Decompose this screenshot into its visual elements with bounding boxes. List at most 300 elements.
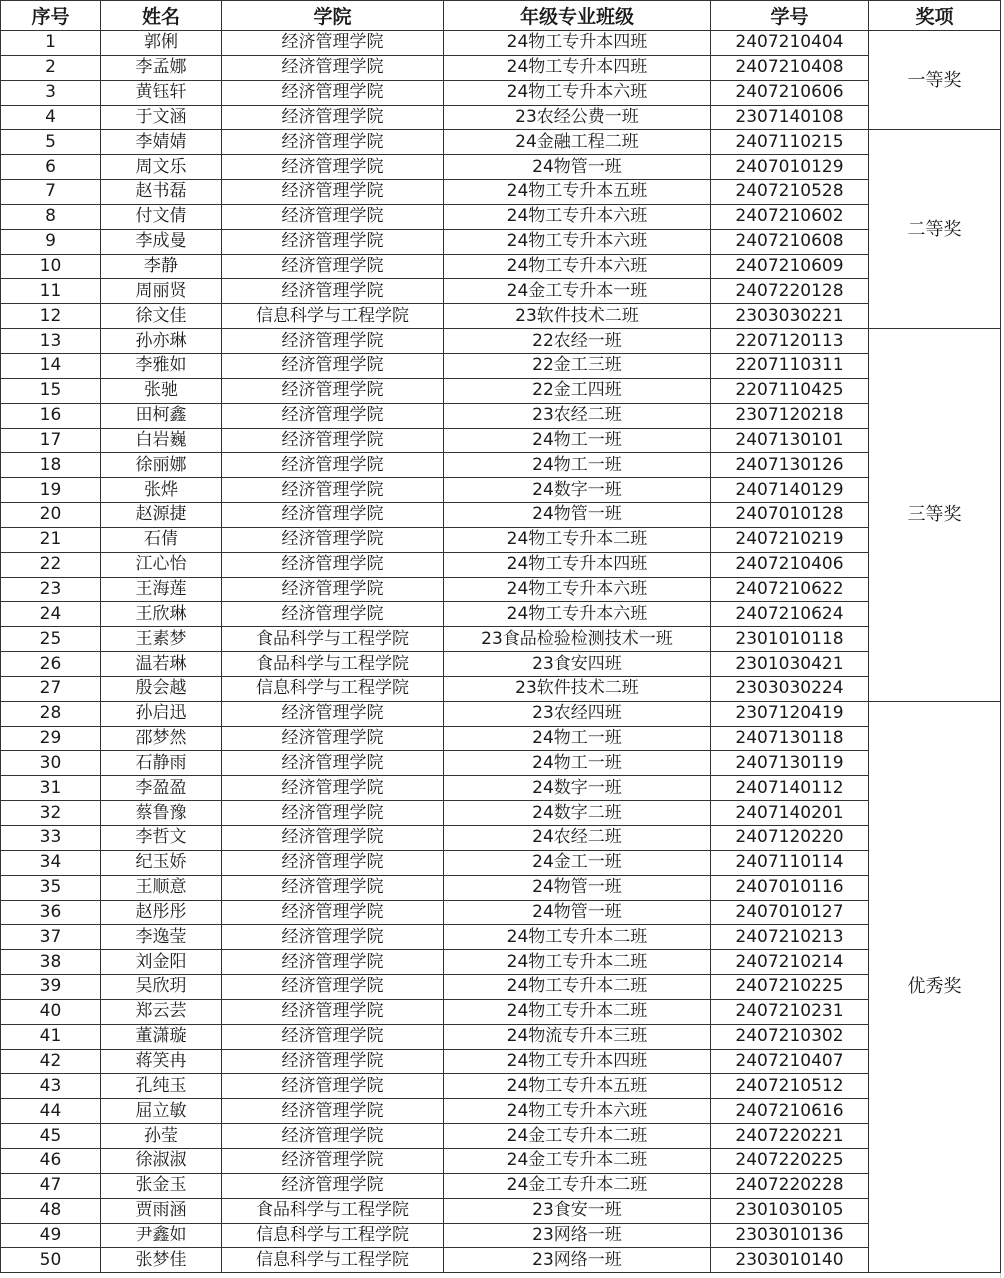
cell-no[interactable]: 25 [1, 627, 101, 652]
cell-no[interactable]: 47 [1, 1173, 101, 1198]
cell-no[interactable]: 4 [1, 105, 101, 130]
table-row [1, 850, 1001, 875]
cell-student-id[interactable]: 2407110215 [711, 130, 869, 155]
cell-college[interactable]: 经济管理学院 [222, 527, 444, 552]
cell-name[interactable]: 于文涵 [101, 105, 222, 130]
cell-class[interactable]: 24物工专升本四班 [444, 31, 711, 56]
cell-student-id[interactable]: 2407130126 [711, 453, 869, 478]
cell-college[interactable]: 经济管理学院 [222, 279, 444, 304]
cell-name[interactable]: 徐文佳 [101, 304, 222, 329]
cell-no[interactable]: 38 [1, 950, 101, 975]
table-row [1, 652, 1001, 677]
cell-no[interactable]: 50 [1, 1248, 101, 1273]
cell-no[interactable]: 6 [1, 155, 101, 180]
cell-college[interactable]: 经济管理学院 [222, 776, 444, 801]
table-row [1, 254, 1001, 279]
cell-name[interactable]: 江心怡 [101, 552, 222, 577]
table-row [1, 1024, 1001, 1049]
cell-name[interactable]: 孙启迅 [101, 701, 222, 726]
table-row [1, 776, 1001, 801]
table-row [1, 31, 1001, 56]
cell-student-id[interactable]: 2307140108 [711, 105, 869, 130]
cell-college[interactable]: 信息科学与工程学院 [222, 304, 444, 329]
cell-no[interactable]: 9 [1, 229, 101, 254]
cell-no[interactable]: 27 [1, 676, 101, 701]
cell-college[interactable]: 经济管理学院 [222, 204, 444, 229]
cell-no[interactable]: 7 [1, 180, 101, 205]
cell-name[interactable]: 屈立敏 [101, 1099, 222, 1124]
cell-no[interactable]: 29 [1, 726, 101, 751]
cell-class[interactable]: 23农经二班 [444, 403, 711, 428]
table-row [1, 975, 1001, 1000]
cell-name[interactable]: 王海莲 [101, 577, 222, 602]
cell-name[interactable]: 赵书磊 [101, 180, 222, 205]
cell-student-id[interactable]: 2407210512 [711, 1074, 869, 1099]
cell-college[interactable]: 食品科学与工程学院 [222, 627, 444, 652]
header-cell-class[interactable]: 年级专业班级 [444, 1, 711, 31]
cell-class[interactable]: 24数字一班 [444, 478, 711, 503]
cell-no[interactable]: 44 [1, 1099, 101, 1124]
cell-college[interactable]: 经济管理学院 [222, 31, 444, 56]
cell-student-id[interactable]: 2407210616 [711, 1099, 869, 1124]
table-row [1, 1173, 1001, 1198]
header-cell-name[interactable]: 姓名 [101, 1, 222, 31]
cell-name[interactable]: 白岩巍 [101, 428, 222, 453]
cell-no[interactable]: 19 [1, 478, 101, 503]
cell-no[interactable]: 35 [1, 875, 101, 900]
cell-student-id[interactable]: 2407210214 [711, 950, 869, 975]
cell-class[interactable]: 24物工专升本六班 [444, 602, 711, 627]
cell-student-id[interactable]: 2303030221 [711, 304, 869, 329]
cell-name[interactable]: 付文倩 [101, 204, 222, 229]
cell-class[interactable]: 24物管一班 [444, 875, 711, 900]
cell-student-id[interactable]: 2407210622 [711, 577, 869, 602]
cell-name[interactable]: 赵源捷 [101, 503, 222, 528]
cell-college[interactable]: 经济管理学院 [222, 1099, 444, 1124]
cell-student-id[interactable]: 2407210606 [711, 80, 869, 105]
table-row [1, 403, 1001, 428]
cell-student-id[interactable]: 2407210225 [711, 975, 869, 1000]
cell-student-id[interactable]: 2407140112 [711, 776, 869, 801]
cell-name[interactable]: 王欣琳 [101, 602, 222, 627]
cell-class[interactable]: 24物工专升本五班 [444, 1074, 711, 1099]
cell-college[interactable]: 经济管理学院 [222, 950, 444, 975]
cell-college[interactable]: 经济管理学院 [222, 80, 444, 105]
cell-no[interactable]: 14 [1, 353, 101, 378]
cell-student-id[interactable]: 2301010118 [711, 627, 869, 652]
cell-college[interactable]: 经济管理学院 [222, 552, 444, 577]
cell-student-id[interactable]: 2307120218 [711, 403, 869, 428]
cell-class[interactable]: 23农经公费一班 [444, 105, 711, 130]
cell-award[interactable]: 三等奖 [869, 329, 1001, 702]
cell-class[interactable]: 24金工专升本二班 [444, 1148, 711, 1173]
cell-no[interactable]: 10 [1, 254, 101, 279]
cell-student-id[interactable]: 2407210213 [711, 925, 869, 950]
cell-college[interactable]: 经济管理学院 [222, 577, 444, 602]
cell-student-id[interactable]: 2407220221 [711, 1124, 869, 1149]
cell-name[interactable]: 李静 [101, 254, 222, 279]
table-row [1, 478, 1001, 503]
cell-no[interactable]: 42 [1, 1049, 101, 1074]
cell-class[interactable]: 24物工专升本五班 [444, 180, 711, 205]
cell-name[interactable]: 黄钰轩 [101, 80, 222, 105]
cell-name[interactable]: 李盈盈 [101, 776, 222, 801]
table-row [1, 826, 1001, 851]
cell-student-id[interactable]: 2407210302 [711, 1024, 869, 1049]
cell-class[interactable]: 23网络一班 [444, 1248, 711, 1273]
cell-college[interactable]: 信息科学与工程学院 [222, 1248, 444, 1273]
cell-no[interactable]: 30 [1, 751, 101, 776]
cell-college[interactable]: 经济管理学院 [222, 900, 444, 925]
cell-student-id[interactable]: 2407210608 [711, 229, 869, 254]
cell-student-id[interactable]: 2207120113 [711, 329, 869, 354]
table-row [1, 900, 1001, 925]
cell-no[interactable]: 43 [1, 1074, 101, 1099]
cell-no[interactable]: 24 [1, 602, 101, 627]
cell-college[interactable]: 信息科学与工程学院 [222, 1223, 444, 1248]
cell-college[interactable]: 经济管理学院 [222, 999, 444, 1024]
table-row [1, 1074, 1001, 1099]
table-row [1, 105, 1001, 130]
table-row [1, 751, 1001, 776]
cell-no[interactable]: 16 [1, 403, 101, 428]
cell-name[interactable]: 尹鑫如 [101, 1223, 222, 1248]
cell-name[interactable]: 李婧婧 [101, 130, 222, 155]
cell-no[interactable]: 33 [1, 826, 101, 851]
cell-name[interactable]: 吴欣玥 [101, 975, 222, 1000]
header-cell-student-id[interactable]: 学号 [711, 1, 869, 31]
cell-college[interactable]: 信息科学与工程学院 [222, 676, 444, 701]
table-row [1, 1198, 1001, 1223]
cell-college[interactable]: 经济管理学院 [222, 503, 444, 528]
cell-student-id[interactable]: 2407130119 [711, 751, 869, 776]
cell-no[interactable]: 36 [1, 900, 101, 925]
cell-student-id[interactable]: 2407140129 [711, 478, 869, 503]
cell-class[interactable]: 22金工四班 [444, 378, 711, 403]
cell-no[interactable]: 37 [1, 925, 101, 950]
cell-award[interactable]: 一等奖 [869, 31, 1001, 130]
cell-class[interactable]: 24物工专升本二班 [444, 999, 711, 1024]
cell-name[interactable]: 孙莹 [101, 1124, 222, 1149]
cell-class[interactable]: 24物工一班 [444, 751, 711, 776]
table-row [1, 279, 1001, 304]
table-row [1, 329, 1001, 354]
cell-no[interactable]: 31 [1, 776, 101, 801]
cell-college[interactable]: 经济管理学院 [222, 751, 444, 776]
cell-name[interactable]: 郑云芸 [101, 999, 222, 1024]
cell-class[interactable]: 24物工专升本六班 [444, 229, 711, 254]
table-row [1, 1049, 1001, 1074]
cell-no[interactable]: 26 [1, 652, 101, 677]
cell-name[interactable]: 徐淑淑 [101, 1148, 222, 1173]
cell-class[interactable]: 24物工专升本六班 [444, 204, 711, 229]
table-row [1, 1124, 1001, 1149]
cell-name[interactable]: 张金玉 [101, 1173, 222, 1198]
cell-class[interactable]: 24物管一班 [444, 503, 711, 528]
table-row [1, 353, 1001, 378]
cell-no[interactable]: 28 [1, 701, 101, 726]
cell-student-id[interactable]: 2207110425 [711, 378, 869, 403]
cell-student-id[interactable]: 2407130118 [711, 726, 869, 751]
cell-college[interactable]: 经济管理学院 [222, 353, 444, 378]
cell-student-id[interactable]: 2407010116 [711, 875, 869, 900]
cell-student-id[interactable]: 2301030105 [711, 1198, 869, 1223]
cell-no[interactable]: 17 [1, 428, 101, 453]
cell-class[interactable]: 22金工三班 [444, 353, 711, 378]
cell-student-id[interactable]: 2301030421 [711, 652, 869, 677]
cell-name[interactable]: 纪玉娇 [101, 850, 222, 875]
cell-class[interactable]: 24物工一班 [444, 428, 711, 453]
cell-college[interactable]: 经济管理学院 [222, 105, 444, 130]
header-row [1, 1, 1001, 31]
cell-name[interactable]: 张驰 [101, 378, 222, 403]
cell-college[interactable]: 经济管理学院 [222, 378, 444, 403]
cell-college[interactable]: 经济管理学院 [222, 1024, 444, 1049]
table-row [1, 180, 1001, 205]
cell-no[interactable]: 12 [1, 304, 101, 329]
cell-class[interactable]: 24金工专升本一班 [444, 279, 711, 304]
cell-college[interactable]: 经济管理学院 [222, 130, 444, 155]
cell-college[interactable]: 经济管理学院 [222, 1173, 444, 1198]
cell-college[interactable]: 经济管理学院 [222, 602, 444, 627]
cell-college[interactable]: 经济管理学院 [222, 726, 444, 751]
table-row [1, 229, 1001, 254]
table-row [1, 527, 1001, 552]
table-row [1, 204, 1001, 229]
cell-no[interactable]: 46 [1, 1148, 101, 1173]
table-row [1, 925, 1001, 950]
cell-name[interactable]: 李孟娜 [101, 55, 222, 80]
header-cell-award[interactable]: 奖项 [869, 1, 1001, 31]
table-row [1, 701, 1001, 726]
cell-college[interactable]: 经济管理学院 [222, 1148, 444, 1173]
cell-class[interactable]: 24物工专升本六班 [444, 577, 711, 602]
cell-student-id[interactable]: 2303010140 [711, 1248, 869, 1273]
cell-no[interactable]: 5 [1, 130, 101, 155]
table-row [1, 378, 1001, 403]
cell-name[interactable]: 赵彤彤 [101, 900, 222, 925]
cell-no[interactable]: 40 [1, 999, 101, 1024]
cell-class[interactable]: 24物工一班 [444, 726, 711, 751]
cell-class[interactable]: 24数字一班 [444, 776, 711, 801]
cell-college[interactable]: 经济管理学院 [222, 180, 444, 205]
cell-no[interactable]: 49 [1, 1223, 101, 1248]
cell-student-id[interactable]: 2303010136 [711, 1223, 869, 1248]
cell-class[interactable]: 24农经二班 [444, 826, 711, 851]
cell-student-id[interactable]: 2407010127 [711, 900, 869, 925]
cell-class[interactable]: 23食安一班 [444, 1198, 711, 1223]
cell-no[interactable]: 23 [1, 577, 101, 602]
cell-name[interactable]: 张梦佳 [101, 1248, 222, 1273]
header-cell-no[interactable]: 序号 [1, 1, 101, 31]
cell-class[interactable]: 24物工一班 [444, 453, 711, 478]
cell-class[interactable]: 24物管一班 [444, 900, 711, 925]
cell-no[interactable]: 48 [1, 1198, 101, 1223]
cell-class[interactable]: 24金工专升本二班 [444, 1124, 711, 1149]
cell-class[interactable]: 24物工专升本六班 [444, 80, 711, 105]
cell-no[interactable]: 18 [1, 453, 101, 478]
cell-no[interactable]: 34 [1, 850, 101, 875]
cell-class[interactable]: 23网络一班 [444, 1223, 711, 1248]
cell-no[interactable]: 41 [1, 1024, 101, 1049]
cell-college[interactable]: 经济管理学院 [222, 403, 444, 428]
cell-name[interactable]: 李逸莹 [101, 925, 222, 950]
cell-no[interactable]: 20 [1, 503, 101, 528]
cell-college[interactable]: 经济管理学院 [222, 329, 444, 354]
cell-student-id[interactable]: 2407210231 [711, 999, 869, 1024]
cell-award[interactable]: 二等奖 [869, 130, 1001, 329]
cell-name[interactable]: 石静雨 [101, 751, 222, 776]
cell-class[interactable]: 24金工一班 [444, 850, 711, 875]
table-row [1, 130, 1001, 155]
cell-college[interactable]: 经济管理学院 [222, 975, 444, 1000]
cell-student-id[interactable]: 2407010128 [711, 503, 869, 528]
cell-name[interactable]: 孙亦琳 [101, 329, 222, 354]
cell-name[interactable]: 董潇璇 [101, 1024, 222, 1049]
cell-student-id[interactable]: 2407210404 [711, 31, 869, 56]
table-row [1, 55, 1001, 80]
cell-name[interactable]: 李哲文 [101, 826, 222, 851]
cell-class[interactable]: 24物工专升本二班 [444, 527, 711, 552]
cell-no[interactable]: 15 [1, 378, 101, 403]
cell-class[interactable]: 23食品检验检测技术一班 [444, 627, 711, 652]
cell-name[interactable]: 周文乐 [101, 155, 222, 180]
cell-student-id[interactable]: 2407210219 [711, 527, 869, 552]
cell-class[interactable]: 24数字二班 [444, 801, 711, 826]
cell-name[interactable]: 贾雨涵 [101, 1198, 222, 1223]
cell-student-id[interactable]: 2407140201 [711, 801, 869, 826]
cell-name[interactable]: 蔡鲁豫 [101, 801, 222, 826]
cell-student-id[interactable]: 2407120220 [711, 826, 869, 851]
cell-no[interactable]: 39 [1, 975, 101, 1000]
cell-no[interactable]: 21 [1, 527, 101, 552]
cell-no[interactable]: 11 [1, 279, 101, 304]
table-row [1, 503, 1001, 528]
cell-college[interactable]: 经济管理学院 [222, 1049, 444, 1074]
cell-no[interactable]: 32 [1, 801, 101, 826]
table-row [1, 875, 1001, 900]
cell-college[interactable]: 经济管理学院 [222, 701, 444, 726]
cell-class[interactable]: 24物管一班 [444, 155, 711, 180]
cell-student-id[interactable]: 2303030224 [711, 676, 869, 701]
cell-name[interactable]: 周丽贤 [101, 279, 222, 304]
cell-class[interactable]: 24物工专升本二班 [444, 950, 711, 975]
cell-class[interactable]: 23食安四班 [444, 652, 711, 677]
cell-class[interactable]: 24金融工程二班 [444, 130, 711, 155]
cell-name[interactable]: 王素梦 [101, 627, 222, 652]
cell-no[interactable]: 45 [1, 1124, 101, 1149]
cell-college[interactable]: 经济管理学院 [222, 478, 444, 503]
cell-class[interactable]: 24物工专升本四班 [444, 552, 711, 577]
cell-college[interactable]: 经济管理学院 [222, 1074, 444, 1099]
table-row [1, 155, 1001, 180]
cell-college[interactable]: 食品科学与工程学院 [222, 652, 444, 677]
cell-student-id[interactable]: 2407210624 [711, 602, 869, 627]
cell-college[interactable]: 经济管理学院 [222, 925, 444, 950]
cell-college[interactable]: 经济管理学院 [222, 1124, 444, 1149]
cell-name[interactable]: 郭俐 [101, 31, 222, 56]
cell-college[interactable]: 经济管理学院 [222, 428, 444, 453]
cell-class[interactable]: 23软件技术二班 [444, 304, 711, 329]
cell-class[interactable]: 24物工专升本二班 [444, 975, 711, 1000]
cell-student-id[interactable]: 2407210602 [711, 204, 869, 229]
cell-student-id[interactable]: 2407220228 [711, 1173, 869, 1198]
cell-name[interactable]: 蒋笑冉 [101, 1049, 222, 1074]
cell-name[interactable]: 李雅如 [101, 353, 222, 378]
table-row [1, 1099, 1001, 1124]
cell-college[interactable]: 经济管理学院 [222, 55, 444, 80]
cell-college[interactable]: 经济管理学院 [222, 875, 444, 900]
cell-name[interactable]: 张烨 [101, 478, 222, 503]
cell-college[interactable]: 食品科学与工程学院 [222, 1198, 444, 1223]
cell-award[interactable]: 优秀奖 [869, 701, 1001, 1272]
cell-college[interactable]: 经济管理学院 [222, 254, 444, 279]
cell-name[interactable]: 孔纯玉 [101, 1074, 222, 1099]
cell-name[interactable]: 徐丽娜 [101, 453, 222, 478]
table-row [1, 453, 1001, 478]
cell-class[interactable]: 23软件技术二班 [444, 676, 711, 701]
cell-no[interactable]: 13 [1, 329, 101, 354]
table-row [1, 1223, 1001, 1248]
cell-class[interactable]: 24物流专升本三班 [444, 1024, 711, 1049]
cell-class[interactable]: 24物工专升本四班 [444, 1049, 711, 1074]
cell-student-id[interactable]: 2407210408 [711, 55, 869, 80]
cell-no[interactable]: 8 [1, 204, 101, 229]
cell-class[interactable]: 24物工专升本二班 [444, 925, 711, 950]
cell-name[interactable]: 邵梦然 [101, 726, 222, 751]
cell-student-id[interactable]: 2207110311 [711, 353, 869, 378]
cell-no[interactable]: 1 [1, 31, 101, 56]
cell-student-id[interactable]: 2407210407 [711, 1049, 869, 1074]
cell-name[interactable]: 王顺意 [101, 875, 222, 900]
cell-class[interactable]: 24金工专升本二班 [444, 1173, 711, 1198]
cell-student-id[interactable]: 2407220225 [711, 1148, 869, 1173]
cell-class[interactable]: 24物工专升本六班 [444, 1099, 711, 1124]
cell-student-id[interactable]: 2407110114 [711, 850, 869, 875]
cell-name[interactable]: 刘金阳 [101, 950, 222, 975]
cell-student-id[interactable]: 2407010129 [711, 155, 869, 180]
cell-college[interactable]: 经济管理学院 [222, 801, 444, 826]
table-row [1, 1248, 1001, 1273]
cell-college[interactable]: 经济管理学院 [222, 850, 444, 875]
cell-name[interactable]: 李成曼 [101, 229, 222, 254]
header-cell-college[interactable]: 学院 [222, 1, 444, 31]
cell-class[interactable]: 24物工专升本六班 [444, 254, 711, 279]
cell-student-id[interactable]: 2307120419 [711, 701, 869, 726]
cell-class[interactable]: 23农经四班 [444, 701, 711, 726]
cell-college[interactable]: 经济管理学院 [222, 229, 444, 254]
cell-student-id[interactable]: 2407220128 [711, 279, 869, 304]
cell-class[interactable]: 24物工专升本四班 [444, 55, 711, 80]
cell-student-id[interactable]: 2407210609 [711, 254, 869, 279]
cell-no[interactable]: 2 [1, 55, 101, 80]
cell-class[interactable]: 22农经一班 [444, 329, 711, 354]
cell-name[interactable]: 温若琳 [101, 652, 222, 677]
table-row [1, 428, 1001, 453]
cell-name[interactable]: 殷会越 [101, 676, 222, 701]
cell-student-id[interactable]: 2407210528 [711, 180, 869, 205]
cell-no[interactable]: 3 [1, 80, 101, 105]
cell-college[interactable]: 经济管理学院 [222, 453, 444, 478]
cell-student-id[interactable]: 2407130101 [711, 428, 869, 453]
cell-name[interactable]: 石倩 [101, 527, 222, 552]
cell-student-id[interactable]: 2407210406 [711, 552, 869, 577]
cell-no[interactable]: 22 [1, 552, 101, 577]
cell-college[interactable]: 经济管理学院 [222, 155, 444, 180]
table-row [1, 577, 1001, 602]
cell-college[interactable]: 经济管理学院 [222, 826, 444, 851]
cell-name[interactable]: 田柯鑫 [101, 403, 222, 428]
